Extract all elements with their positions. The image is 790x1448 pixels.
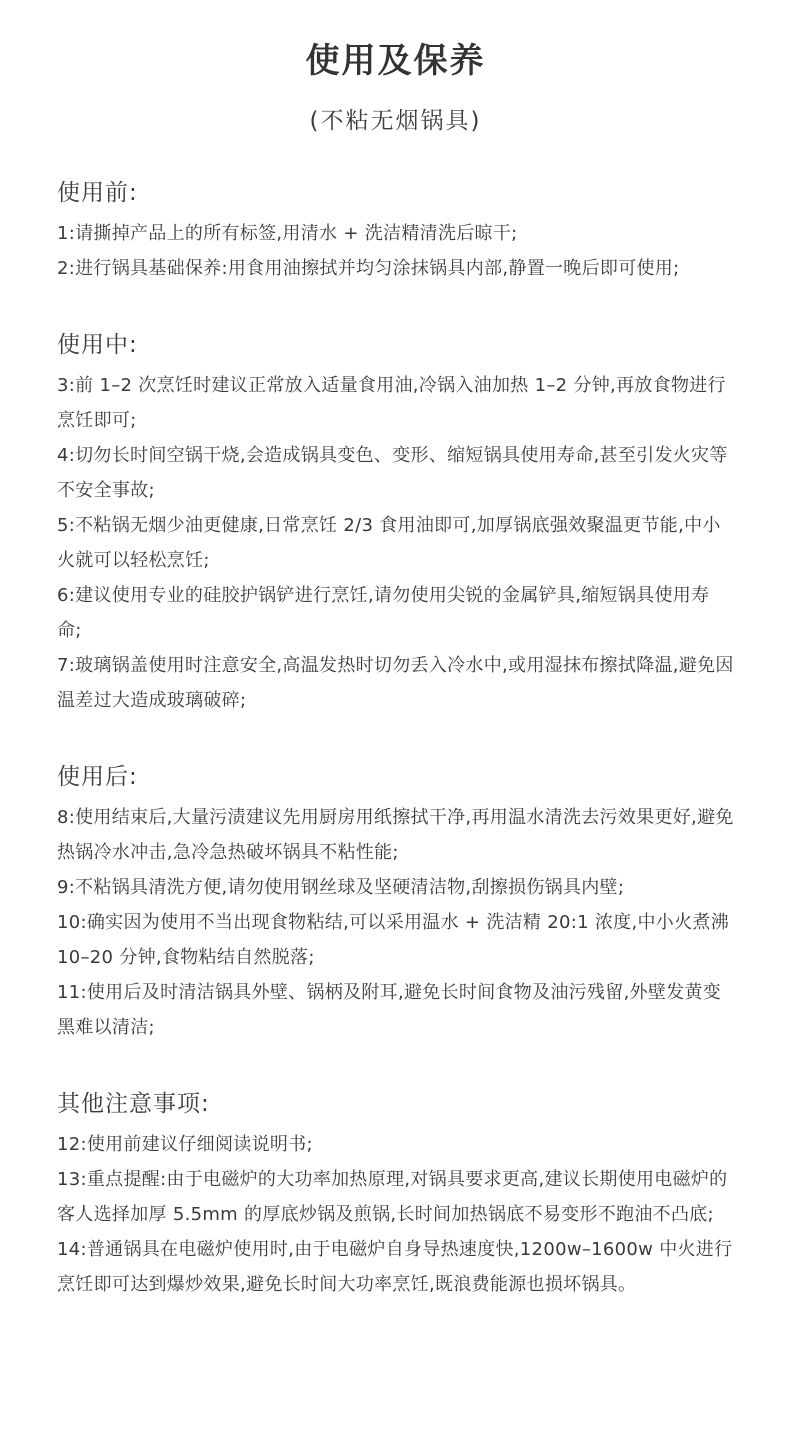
section-heading: 使用后: [57,764,138,790]
list-item: 5:不粘锅无烟少油更健康,日常烹饪 2/3 食用油即可,加厚锅底强效聚温更节能,中小火就可以轻松烹饪; [57,515,721,571]
section-heading: 使用中: [57,332,138,358]
section-during-use [57,328,734,718]
page-subtitle: (不粘无烟锅具) [309,108,482,134]
list-item: 9:不粘锅具清洗方便,请勿使用钢丝球及坚硬清洁物,刮擦损伤锅具内壁; [57,877,625,898]
list-item: 11:使用后及时清洁锅具外壁、锅柄及附耳,避免长时间食物及油污残留,外壁发黄变黑难以清洁; [57,982,722,1038]
section-heading: 其他注意事项: [57,1091,210,1117]
section-other-notes [57,1087,734,1302]
list-item: 8:使用结束后,大量污渍建议先用厨房用纸擦拭干净,再用温水清洗去污效果更好,避免热锅冷水冲击,急冷急热破坏锅具不粘性能; [57,807,734,863]
list-item: 14:普通锅具在电磁炉使用时,由于电磁炉自身导热速度快,1200w–1600w 中火进行烹饪即可达到爆炒效果,避免长时间大功率烹饪,既浪费能源也损坏锅具。 [57,1239,733,1295]
list-item: 7:玻璃锅盖使用时注意安全,高温发热时切勿丢入冷水中,或用湿抹布擦拭降温,避免因温差过大造成玻璃破碎; [57,655,734,711]
section-after-use [57,760,734,1045]
list-item: 10:确实因为使用不当出现食物粘结,可以采用温水 + 洗洁精 20:1 浓度,中小火煮沸 10–20 分钟,食物粘结自然脱落; [57,912,729,968]
list-item: 3:前 1–2 次烹饪时建议正常放入适量食用油,冷锅入油加热 1–2 分钟,再放食物进行烹饪即可; [57,375,726,431]
list-item: 4:切勿长时间空锅干烧,会造成锅具变色、变形、缩短锅具使用寿命,甚至引发火灾等不安全事故; [57,445,728,501]
page-title: 使用及保养 [305,41,486,81]
section-heading: 使用前: [57,180,138,206]
list-item: 12:使用前建议仔细阅读说明书; [57,1134,313,1155]
list-item: 2:进行锅具基础保养:用食用油擦拭并均匀涂抹锅具内部,静置一晚后即可使用; [57,258,680,279]
list-item: 1:请撕掉产品上的所有标签,用清水 + 洗洁精清洗后晾干; [57,223,518,244]
list-item: 6:建议使用专业的硅胶护锅铲进行烹饪,请勿使用尖锐的金属铲具,缩短锅具使用寿命; [57,585,710,641]
section-before-use [57,176,734,286]
list-item: 13:重点提醒:由于电磁炉的大功率加热原理,对锅具要求更高,建议长期使用电磁炉的客人选择加厚 5.5mm 的厚底炒锅及煎锅,长时间加热锅底不易变形不跑油不凸底; [57,1169,728,1225]
